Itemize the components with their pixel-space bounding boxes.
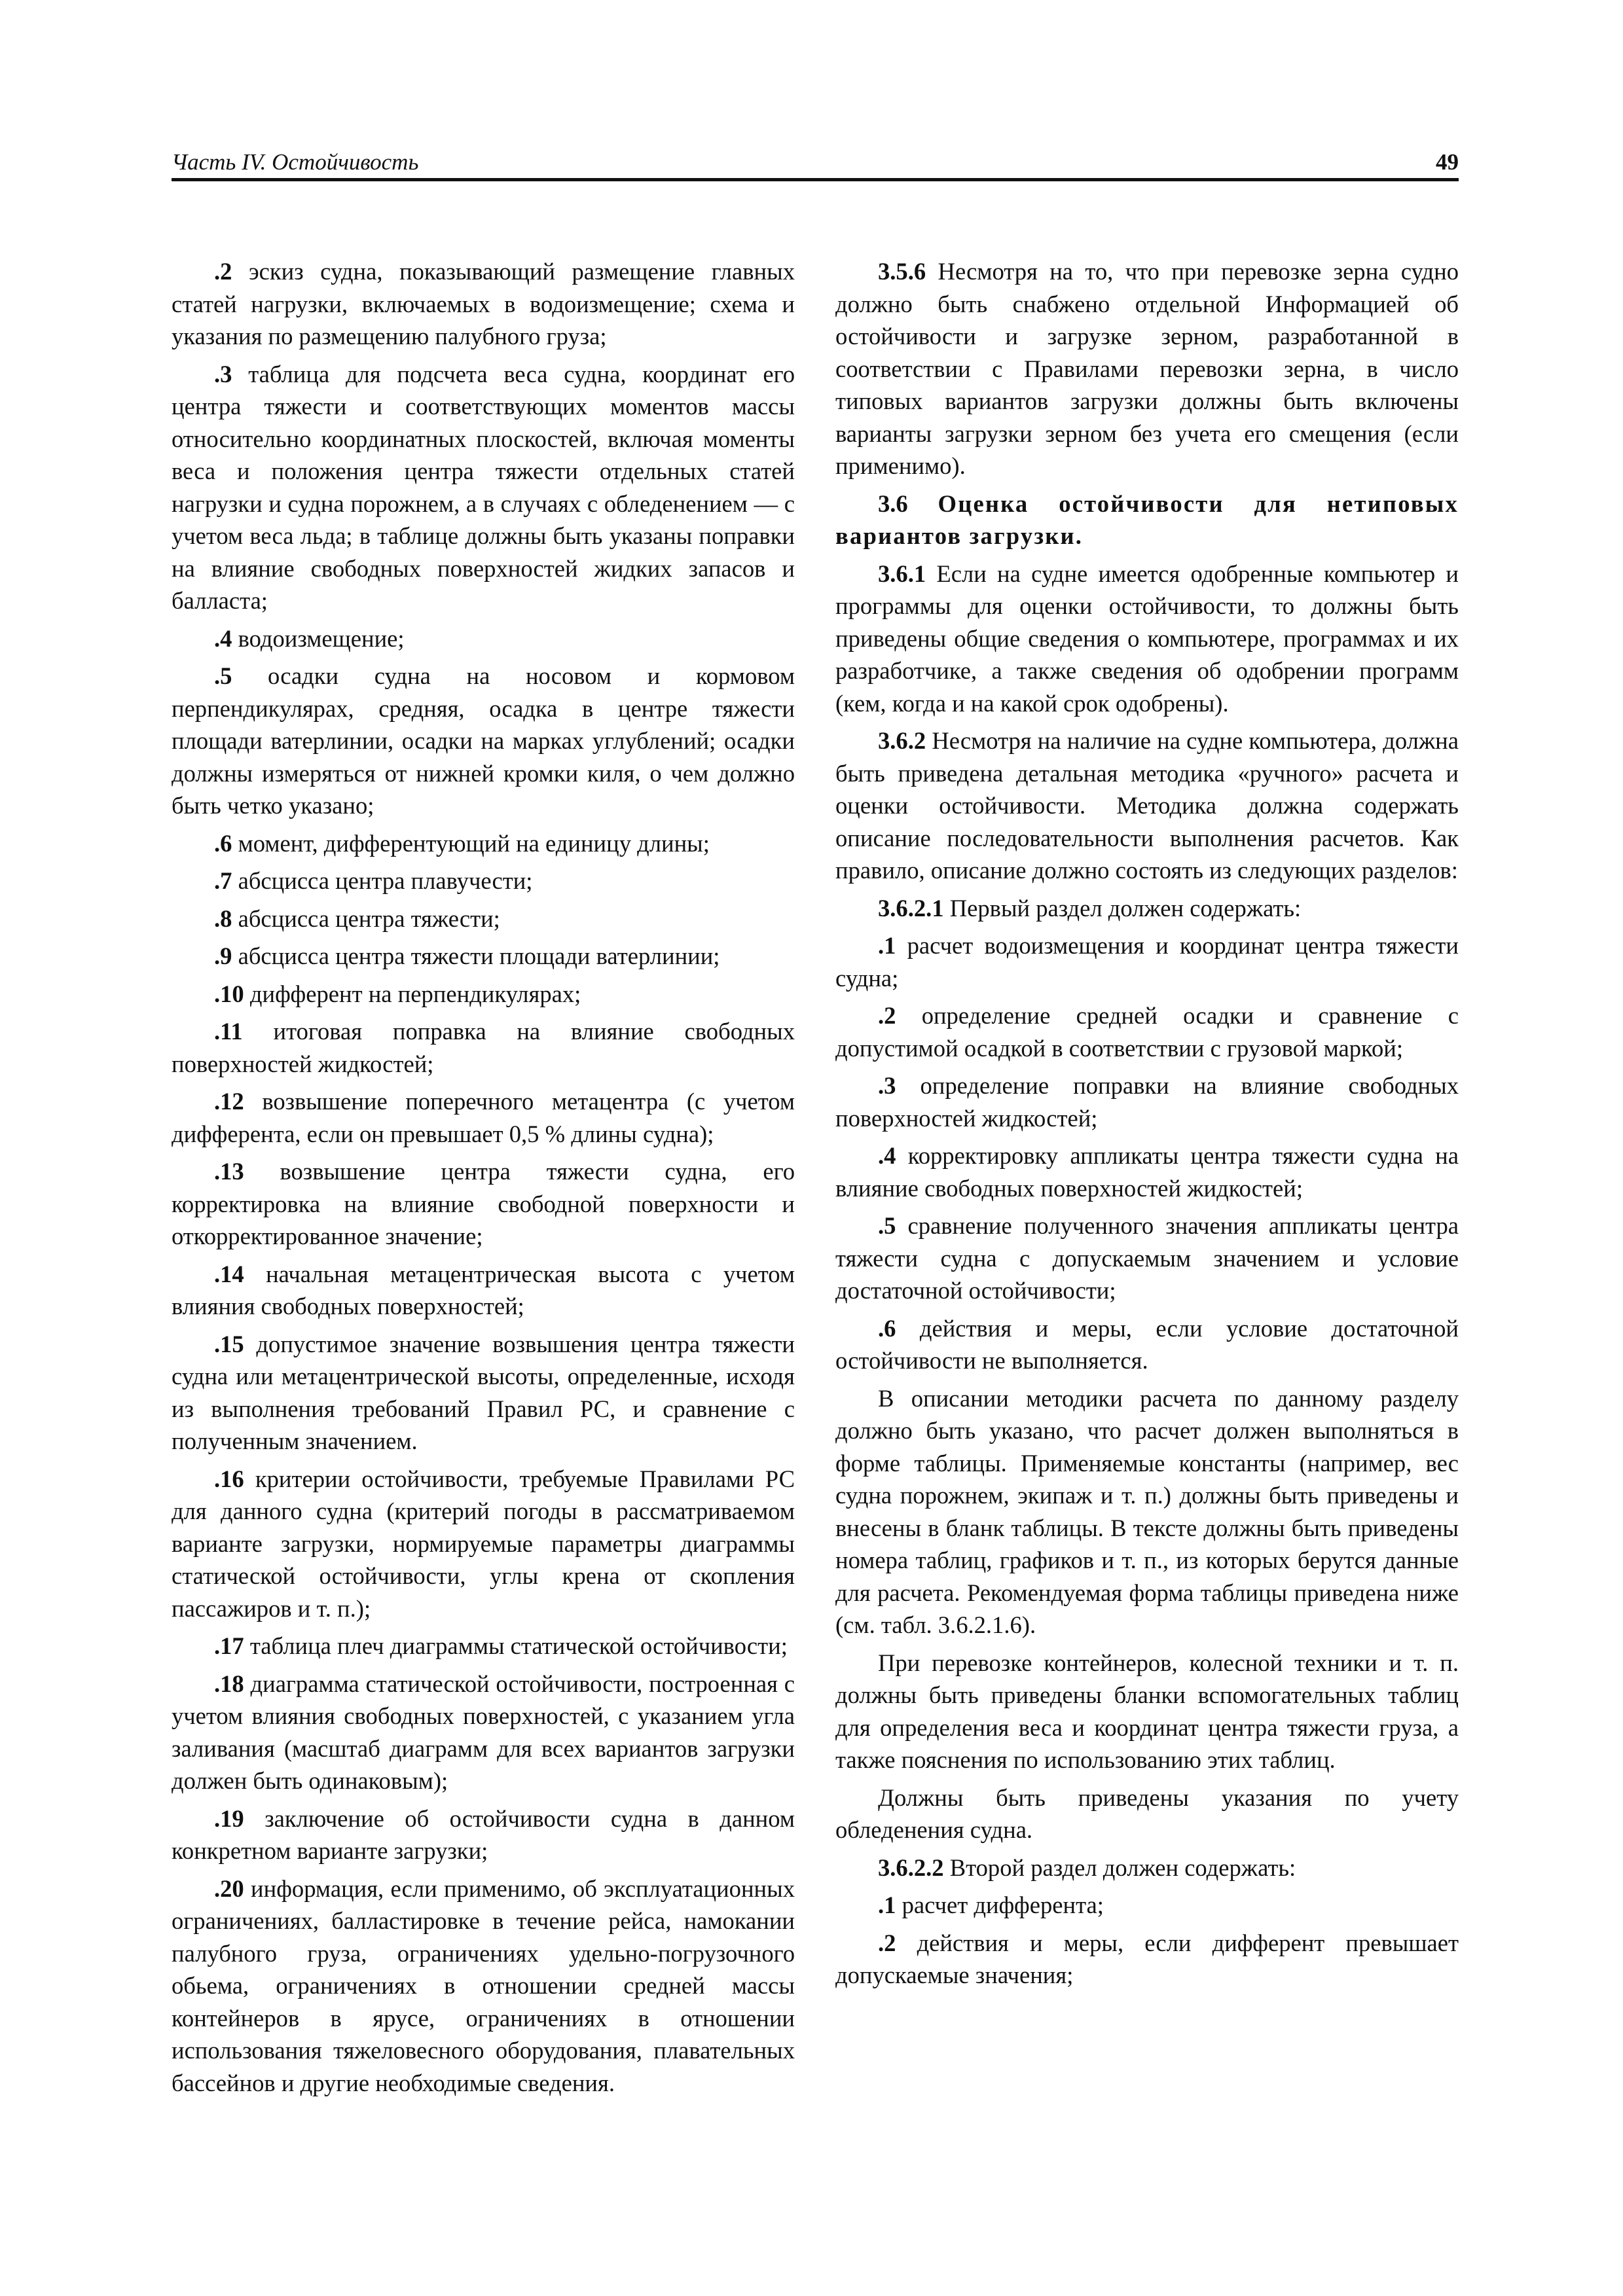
item-number: .4 (214, 624, 232, 652)
item-text: Первый раздел должен содержать: (943, 894, 1302, 922)
left-column (172, 255, 795, 2099)
paragraph (172, 358, 795, 617)
paragraph (835, 1647, 1459, 1776)
item-number: .2 (878, 1929, 896, 1956)
item-number: .11 (214, 1018, 243, 1045)
paragraph (172, 660, 795, 822)
item-number: .2 (878, 1002, 896, 1029)
item-text: абсцисса центра тяжести; (232, 905, 500, 932)
item-text: Если на судне имеется одобренные компьютер и программы для оценки остойчивости, то должны быть приведены общие сведения о компьютере, программах и их разработчике, а также сведения об одобрении программ (кем, когда и на какой срок одобрены). (835, 560, 1459, 717)
item-number: 3.6.1 (878, 560, 926, 587)
item-number: .12 (214, 1088, 244, 1115)
paragraph (172, 1015, 795, 1080)
item-number: .3 (878, 1072, 896, 1099)
item-text: действия и меры, если дифферент превышает допускаемые значения; (835, 1929, 1459, 1988)
paragraph (835, 929, 1459, 994)
paragraph (172, 865, 795, 897)
item-text: возвышение центра тяжести судна, его корректировка на влияние свободной поверхности и откорректированное значение; (172, 1158, 795, 1249)
item-text: корректировку аппликаты центра тяжести судна на влияние свободных поверхностей жидкостей; (835, 1142, 1459, 1202)
item-text: таблица плеч диаграммы статической остойчивости; (244, 1632, 788, 1659)
page-header (172, 145, 1459, 179)
paragraph (172, 1803, 795, 1867)
item-text: Несмотря на наличие на судне компьютера, должна быть приведена детальная методика «ручного» расчета и оценки остойчивости. Методика должна содержать описание последовательности выполнения расчетов. Как правило, описание должно состоять из следующих разделов: (835, 727, 1459, 884)
item-text: таблица для подсчета веса судна, координат его центра тяжести и соответствующих моментов массы относительно координатных плоскостей, включая моменты веса и положения центра тяжести отдельных статей нагрузки и судна порожнем, а в случаях с обледенением — с учетом веса льда; в таблице должны быть указаны поправки на влияние свободных поверхностей жидких запасов и балласта; (172, 360, 795, 614)
header-rule (172, 178, 1459, 181)
item-text: возвышение поперечного метацентра (с учетом дифферента, если он превышает 0,5 % длины судна); (172, 1088, 795, 1147)
paragraph (172, 940, 795, 973)
paragraph (835, 255, 1459, 482)
item-number: .5 (878, 1212, 896, 1239)
item-text: итоговая поправка на влияние свободных поверхностей жидкостей; (172, 1018, 795, 1077)
item-text: осадки судна на носовом и кормовом перпендикулярах, средняя, осадка в центре тяжести площади ватерлинии, осадки на марках углублений; осадки должны измеряться от нижней кромки киля, о чем должно быть четко указано; (172, 662, 795, 819)
item-text: Должны быть приведены указания по учету обледенения судна. (835, 1784, 1459, 1843)
item-number: .8 (214, 905, 232, 932)
paragraph (835, 1927, 1459, 1992)
paragraph (172, 827, 795, 860)
item-text: Оценка остойчивости для нетиповых вариантов загрузки. (835, 490, 1459, 549)
item-number: .1 (878, 932, 896, 959)
paragraph (172, 903, 795, 935)
paragraph (835, 1889, 1459, 1922)
item-text: заключение об остойчивости судна в данном конкретном варианте загрузки; (172, 1804, 795, 1864)
item-number: .10 (214, 980, 244, 1007)
paragraph (172, 1328, 795, 1458)
paragraph (835, 1382, 1459, 1641)
paragraph (835, 1312, 1459, 1377)
item-text: Второй раздел должен содержать: (943, 1854, 1296, 1881)
item-text: определение средней осадки и сравнение с допустимой осадкой в соответствии с грузовой маркой; (835, 1002, 1459, 1062)
paragraph (835, 1210, 1459, 1307)
item-number: .6 (214, 829, 232, 857)
item-number: .5 (214, 662, 232, 689)
item-text: действия и меры, если условие достаточной остойчивости не выполняется. (835, 1314, 1459, 1374)
item-text: момент, дифферентующий на единицу длины; (232, 829, 710, 857)
item-text: информация, если применимо, об эксплуатационных ограничениях, балластировке в течение рейса, намокании палубного груза, ограничениях удельно-погрузочного обьема, ограничениях в отношении средней массы контейнеров в ярусе, ограничениях в отношении использования тяжеловесного оборудования, плавательных бассейнов и другие необходимые сведения. (172, 1874, 795, 2096)
right-column (835, 255, 1459, 1992)
item-text: сравнение полученного значения аппликаты центра тяжести судна с допускаемым значением и условие достаточной остойчивости; (835, 1212, 1459, 1304)
paragraph (835, 725, 1459, 887)
item-text: диаграмма статической остойчивости, построенная с учетом влияния свободных поверхностей, с указанием угла заливания (масштаб диаграмм для всех вариантов загрузки должен быть одинаковым); (172, 1670, 795, 1794)
item-text: абсцисса центра плавучести; (232, 867, 533, 894)
item-text: Несмотря на то, что при перевозке зерна судно должно быть снабжено отдельной Информацией об остойчивости и загрузке зерном, разработанной в соответствии с Правилами перевозки зерна, в число типовых вариантов загрузки должны быть включены варианты загрузки зерном без учета его смещения (если применимо). (835, 258, 1459, 479)
item-text: расчет водоизмещения и координат центра тяжести судна; (835, 932, 1459, 992)
paragraph (172, 255, 795, 353)
item-number: 3.6.2.1 (878, 894, 944, 922)
paragraph (835, 558, 1459, 720)
paragraph (172, 622, 795, 655)
item-text: расчет дифферента; (896, 1892, 1104, 1918)
item-number: .16 (214, 1465, 244, 1492)
item-number: .6 (878, 1314, 896, 1342)
item-number: .7 (214, 867, 232, 894)
item-number: 3.6.2.2 (878, 1854, 944, 1881)
item-number: 3.6.2 (878, 727, 926, 754)
item-number: 3.5.6 (878, 258, 926, 285)
paragraph (172, 1668, 795, 1797)
paragraph (172, 1085, 795, 1150)
item-number: .15 (214, 1330, 244, 1357)
item-text: дифферент на перпендикулярах; (244, 980, 581, 1007)
item-text: эскиз судна, показывающий размещение главных статей нагрузки, включаемых в водоизмещение; схема и указания по размещению палубного груза; (172, 258, 795, 350)
paragraph (835, 1852, 1459, 1884)
paragraph (835, 892, 1459, 925)
item-text: начальная метацентрическая высота с учетом влияния свободных поверхностей; (172, 1260, 795, 1319)
item-number: .19 (214, 1804, 244, 1832)
paragraph (172, 1630, 795, 1662)
item-number: .2 (214, 258, 232, 285)
paragraph (172, 1258, 795, 1323)
item-number: .13 (214, 1158, 244, 1185)
paragraph (835, 488, 1459, 552)
item-number: .3 (214, 360, 232, 387)
paragraph (172, 1155, 795, 1253)
item-text: определение поправки на влияние свободных поверхностей жидкостей; (835, 1072, 1459, 1132)
running-title: Часть IV. Остойчивость (172, 149, 419, 175)
item-text: водоизмещение; (232, 624, 405, 652)
item-number: .9 (214, 942, 232, 969)
paragraph (172, 1463, 795, 1625)
paragraph (835, 1782, 1459, 1846)
paragraph (835, 1069, 1459, 1134)
item-number: .4 (878, 1142, 896, 1169)
item-number: .17 (214, 1632, 244, 1659)
paragraph (835, 1139, 1459, 1204)
item-number: .1 (878, 1892, 896, 1918)
item-text: В описании методики расчета по данному разделу должно быть указано, что расчет должен выполняться в форме таблицы. Применяемые константы (например, вес судна порожнем, экипаж и т. п.) должны быть приведены и внесены в бланк таблицы. В тексте должны быть приведены номера таблиц, графиков и т. п., из которых берутся данные для расчета. Рекомендуемая форма таблицы приведена ниже (см. табл. 3.6.2.1.6). (835, 1384, 1459, 1638)
item-number: .18 (214, 1670, 244, 1697)
item-number: .20 (214, 1874, 244, 1902)
paragraph (172, 1873, 795, 2100)
item-text: При перевозке контейнеров, колесной техники и т. п. должны быть приведены бланки вспомогательных таблиц для определения веса и координат центра тяжести груза, а также пояснения по использованию этих таблиц. (835, 1649, 1459, 1773)
item-text: абсцисса центра тяжести площади ватерлинии; (232, 942, 720, 969)
item-number: 3.6 (878, 490, 908, 517)
paragraph (172, 978, 795, 1011)
item-number: .14 (214, 1260, 244, 1287)
item-text: допустимое значение возвышения центра тяжести судна или метацентрической высоты, определенные, исходя из выполнения требований Правил РС, и сравнение с полученным значением. (172, 1330, 795, 1454)
item-text: критерии остойчивости, требуемые Правилами РС для данного судна (критерий погоды в рассматриваемом варианте загрузки, нормируемые параметры диаграммы статической остойчивости, углы крена от скопления пассажиров и т. п.); (172, 1465, 795, 1622)
page-number: 49 (1436, 149, 1459, 175)
paragraph (835, 999, 1459, 1064)
